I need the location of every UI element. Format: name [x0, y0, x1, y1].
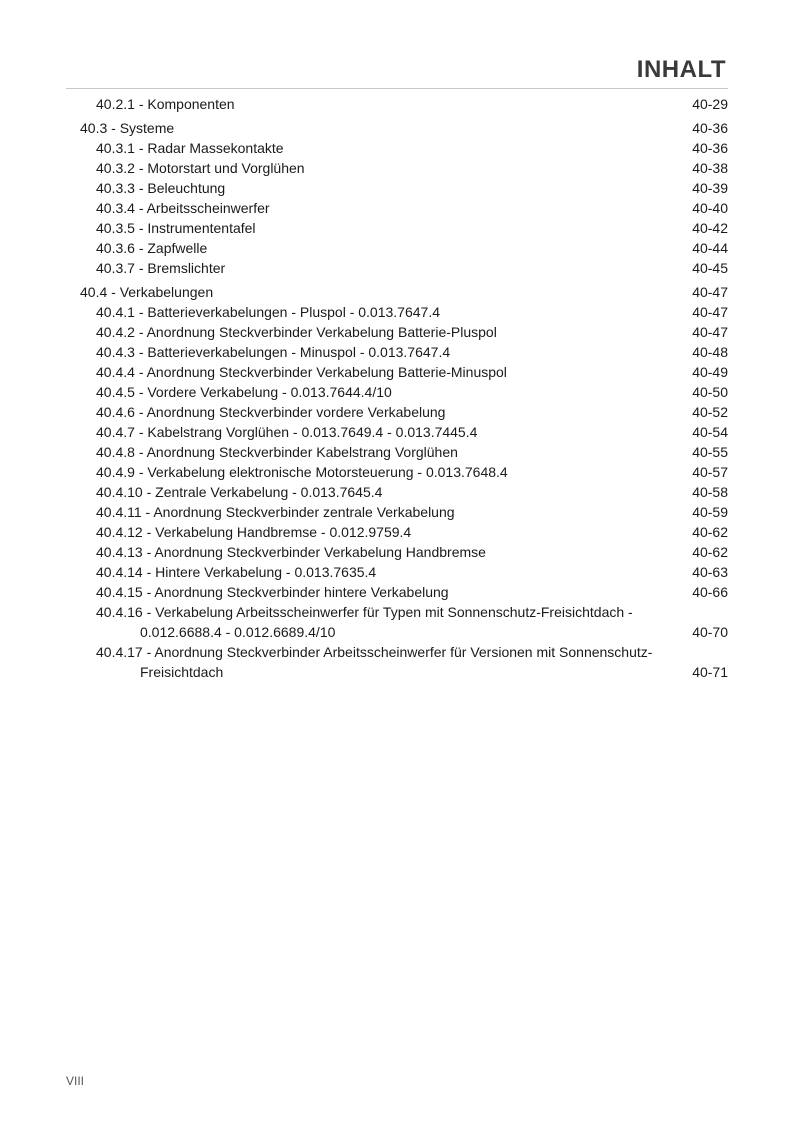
- toc-entry[interactable]: [80, 322, 728, 342]
- toc-entry-title-text: 40.4.17 - Anordnung Steckverbinder Arbeitsscheinwerfer für Versionen mit Sonnenschutz-: [96, 644, 653, 660]
- toc-entry-title: [96, 542, 692, 562]
- toc-entry-title-text: 40.3.3 - Beleuchtung: [96, 180, 226, 196]
- toc-entry-title: [96, 382, 692, 402]
- toc-entry-title: [80, 282, 692, 302]
- toc-entry-title-continuation: Freisichtdach: [140, 664, 224, 680]
- toc-entry-page: 40-62: [692, 544, 728, 560]
- toc-entry-page: 40-63: [692, 564, 728, 580]
- toc-entry[interactable]: [80, 482, 728, 502]
- toc-entry[interactable]: [80, 522, 728, 542]
- toc-entry[interactable]: [80, 602, 728, 642]
- toc-entry[interactable]: [80, 238, 728, 258]
- toc-entry-page: 40-48: [692, 344, 728, 360]
- toc-entry[interactable]: [80, 118, 728, 138]
- toc-entry[interactable]: [80, 158, 728, 178]
- toc-entry-title: [96, 402, 692, 422]
- toc-entry-title-text: 40.4 - Verkabelungen: [80, 284, 214, 300]
- toc-entry-title-text: 40.4.8 - Anordnung Steckverbinder Kabelstrang Vorglühen: [96, 444, 458, 460]
- toc-entry-title-text: 40.3 - Systeme: [80, 120, 175, 136]
- toc-entry-page: 40-58: [692, 484, 728, 500]
- toc-entry-page: 40-47: [692, 284, 728, 300]
- toc-entry-title: [96, 582, 692, 602]
- toc-entry-title: [96, 94, 692, 114]
- toc-entry-page: 40-50: [692, 384, 728, 400]
- toc-entry-title: [96, 642, 692, 682]
- toc-entry-page: 40-44: [692, 240, 728, 256]
- toc-entry-title-text: 40.4.15 - Anordnung Steckverbinder hintere Verkabelung: [96, 584, 449, 600]
- toc-entry[interactable]: [80, 442, 728, 462]
- table-of-contents: [80, 94, 728, 682]
- toc-entry[interactable]: [80, 502, 728, 522]
- toc-entry[interactable]: [80, 462, 728, 482]
- toc-entry-page: 40-36: [692, 140, 728, 156]
- toc-entry-title-text: 40.4.9 - Verkabelung elektronische Motorsteuerung - 0.013.7648.4: [96, 464, 508, 480]
- page-number: VIII: [66, 1074, 85, 1088]
- toc-entry-page: 40-70: [692, 624, 728, 640]
- toc-entry-title-text: 40.3.2 - Motorstart und Vorglühen: [96, 160, 305, 176]
- toc-entry-title-text: 40.4.6 - Anordnung Steckverbinder vordere Verkabelung: [96, 404, 446, 420]
- toc-entry-page: 40-42: [692, 220, 728, 236]
- toc-entry-title: [96, 602, 692, 642]
- toc-entry[interactable]: [80, 582, 728, 602]
- toc-entry[interactable]: [80, 382, 728, 402]
- toc-entry-page: 40-38: [692, 160, 728, 176]
- toc-entry[interactable]: [80, 178, 728, 198]
- toc-entry-title: [96, 462, 692, 482]
- toc-entry-page: 40-54: [692, 424, 728, 440]
- header-divider: [66, 88, 728, 89]
- toc-entry-title: [96, 422, 692, 442]
- toc-entry-title: [96, 562, 692, 582]
- toc-entry[interactable]: [80, 282, 728, 302]
- toc-entry[interactable]: [80, 218, 728, 238]
- toc-entry-page: 40-40: [692, 200, 728, 216]
- toc-entry-title-text: 40.3.4 - Arbeitsscheinwerfer: [96, 200, 270, 216]
- toc-entry-page: 40-39: [692, 180, 728, 196]
- toc-entry-title: [96, 482, 692, 502]
- page-header-title: INHALT: [636, 56, 726, 83]
- toc-entry[interactable]: [80, 302, 728, 322]
- toc-entry-title: [96, 342, 692, 362]
- toc-entry-title: [96, 442, 692, 462]
- toc-entry[interactable]: [80, 94, 728, 114]
- toc-entry[interactable]: [80, 562, 728, 582]
- toc-entry-title: [96, 362, 692, 382]
- toc-entry-page: 40-36: [692, 120, 728, 136]
- toc-entry-page: 40-47: [692, 324, 728, 340]
- toc-entry-page: 40-57: [692, 464, 728, 480]
- toc-entry-title-text: 40.3.7 - Bremslichter: [96, 260, 226, 276]
- toc-entry-title-text: 40.3.5 - Instrumententafel: [96, 220, 256, 236]
- toc-entry[interactable]: [80, 258, 728, 278]
- toc-entry-title-text: 40.4.2 - Anordnung Steckverbinder Verkabelung Batterie-Pluspol: [96, 324, 497, 340]
- toc-entry-page: 40-55: [692, 444, 728, 460]
- toc-entry-title-text: 40.4.1 - Batterieverkabelungen - Pluspol - 0.013.7647.4: [96, 304, 441, 320]
- toc-entry-title-text: 40.3.1 - Radar Massekontakte: [96, 140, 284, 156]
- toc-entry-title: [96, 322, 692, 342]
- toc-entry[interactable]: [80, 342, 728, 362]
- toc-entry-title: [96, 178, 692, 198]
- toc-entry[interactable]: [80, 642, 728, 682]
- toc-entry-title-text: 40.4.13 - Anordnung Steckverbinder Verkabelung Handbremse: [96, 544, 486, 560]
- toc-entry-title-text: 40.4.14 - Hintere Verkabelung - 0.013.7635.4: [96, 564, 377, 580]
- toc-entry[interactable]: [80, 362, 728, 382]
- toc-entry-title: [96, 138, 692, 158]
- toc-entry-title: [96, 158, 692, 178]
- toc-entry-title-text: 40.4.12 - Verkabelung Handbremse - 0.012.9759.4: [96, 524, 412, 540]
- toc-entry-page: 40-59: [692, 504, 728, 520]
- toc-entry[interactable]: [80, 198, 728, 218]
- toc-entry-page: 40-62: [692, 524, 728, 540]
- toc-entry-page: 40-52: [692, 404, 728, 420]
- toc-entry-title-text: 40.4.5 - Vordere Verkabelung - 0.013.7644.4/10: [96, 384, 392, 400]
- toc-entry-title-text: 40.4.4 - Anordnung Steckverbinder Verkabelung Batterie-Minuspol: [96, 364, 507, 380]
- toc-entry[interactable]: [80, 422, 728, 442]
- toc-entry-title-text: 40.4.16 - Verkabelung Arbeitsscheinwerfer für Typen mit Sonnenschutz-Freisichtdach -: [96, 604, 633, 620]
- toc-entry-page: 40-45: [692, 260, 728, 276]
- toc-entry-page: 40-29: [692, 96, 728, 112]
- toc-entry-title: [96, 198, 692, 218]
- toc-entry-title: [96, 302, 692, 322]
- toc-entry[interactable]: [80, 138, 728, 158]
- toc-entry-title: [96, 522, 692, 542]
- toc-entry-title-text: 40.4.11 - Anordnung Steckverbinder zentrale Verkabelung: [96, 504, 455, 520]
- toc-entry-title-text: 40.3.6 - Zapfwelle: [96, 240, 208, 256]
- toc-entry-title-text: 40.4.3 - Batterieverkabelungen - Minuspol - 0.013.7647.4: [96, 344, 451, 360]
- toc-entry-title-text: 40.2.1 - Komponenten: [96, 96, 235, 112]
- toc-entry[interactable]: [80, 542, 728, 562]
- toc-entry-page: 40-47: [692, 304, 728, 320]
- toc-entry[interactable]: [80, 402, 728, 422]
- toc-entry-title-continuation: 0.012.6688.4 - 0.012.6689.4/10: [140, 624, 336, 640]
- toc-entry-title: [96, 502, 692, 522]
- toc-entry-title: [80, 118, 692, 138]
- toc-entry-title-text: 40.4.7 - Kabelstrang Vorglühen - 0.013.7649.4 - 0.013.7445.4: [96, 424, 478, 440]
- toc-entry-page: 40-49: [692, 364, 728, 380]
- toc-entry-page: 40-66: [692, 584, 728, 600]
- toc-entry-title-text: 40.4.10 - Zentrale Verkabelung - 0.013.7645.4: [96, 484, 383, 500]
- toc-entry-title: [96, 238, 692, 258]
- toc-entry-title: [96, 258, 692, 278]
- toc-entry-page: 40-71: [692, 664, 728, 680]
- toc-entry-title: [96, 218, 692, 238]
